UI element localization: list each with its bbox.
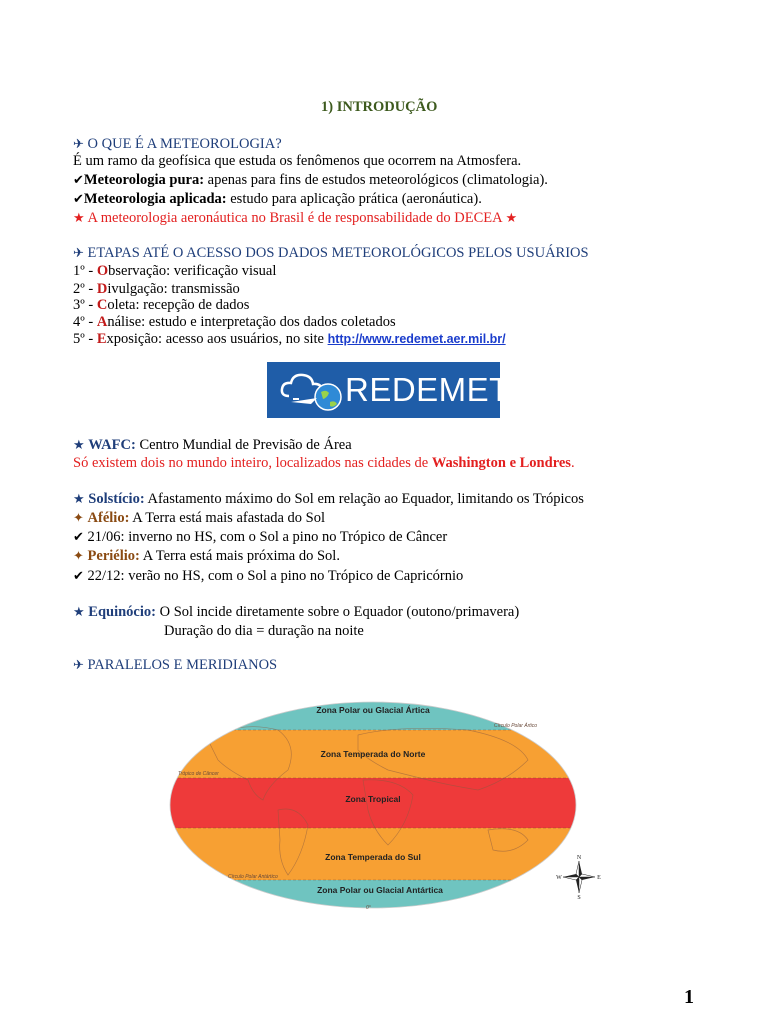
equinox-text: O Sol incide diretamente sobre o Equador (outono/primavera) [155, 604, 520, 620]
heading-text: PARALELOS E MERIDIANOS [87, 657, 278, 673]
airplane-icon: ✈ [73, 246, 84, 261]
aphelion-item [73, 509, 325, 528]
checkmark-icon: ✔ [73, 569, 84, 584]
star-icon: ★ [73, 438, 85, 453]
december-text: 22/12: verão no HS, com o Sol a pino no Trópico de Capricórnio [83, 568, 464, 584]
applied-text: estudo para aplicação prática (aeronáutica). [226, 191, 482, 207]
airplane-icon: ✈ [73, 658, 84, 673]
wafc-note: Só existem dois no mundo inteiro, localizados nas cidades de Washington e Londres. [73, 455, 575, 471]
pure-label: Meteorologia pura: [83, 172, 205, 188]
applied-label: Meteorologia aplicada: [83, 191, 227, 207]
logo-text: REDEMET [345, 371, 510, 408]
perihelion-label: Periélio: [87, 548, 140, 564]
section-heading-parallels [73, 656, 277, 675]
compass-rose-icon [556, 854, 602, 900]
pure-text: apenas para fins de estudos meteorológicos (climatologia). [204, 172, 548, 188]
star-icon: ★ [73, 211, 85, 226]
four-point-star-icon: ✦ [73, 511, 84, 526]
decea-note [73, 209, 517, 228]
climate-zones-map [168, 700, 581, 910]
redemet-logo [267, 362, 510, 418]
star-icon: ★ [73, 492, 85, 507]
solstice-text: Afastamento máximo do Sol em relação ao Equador, limitando os Trópicos [144, 491, 584, 507]
zone-label-polar-north: Zona Polar ou Glacial Ártica [316, 705, 430, 715]
zone-label-temperate-south: Zona Temperada do Sul [325, 852, 421, 862]
wafc-label: WAFC: [88, 437, 136, 453]
solstice-label: Solstício: [88, 491, 145, 507]
pure-meteorology-item [73, 171, 548, 190]
june-text: 21/06: inverno no HS, com o Sol a pino no Trópico de Câncer [83, 529, 448, 545]
heading-text: ETAPAS ATÉ O ACESSO DOS DADOS METEOROLÓGICOS PELOS USUÁRIOS [87, 245, 589, 261]
wafc-text: Centro Mundial de Previsão de Área [135, 437, 352, 453]
perihelion-text: A Terra está mais próxima do Sol. [139, 548, 340, 564]
aphelion-text: A Terra está mais afastada do Sol [129, 510, 326, 526]
aphelion-label: Afélio: [87, 510, 130, 526]
page-number: 1 [684, 986, 694, 1008]
equinox-label: Equinócio: [88, 604, 156, 620]
step-item: 2º - Divulgação: transmissão [73, 281, 240, 297]
star-icon: ★ [73, 605, 85, 620]
step-item: 4º - Análise: estudo e interpretação dos dados coletados [73, 314, 396, 330]
star-icon: ★ [505, 211, 518, 226]
zone-label-polar-south: Zona Polar ou Glacial Antártica [317, 885, 443, 895]
definition-text: É um ramo da geofísica que estuda os fenômenos que ocorrem na Atmosfera. [73, 153, 522, 169]
checkmark-icon: ✔ [73, 530, 84, 545]
wafc-cities: Washington e Londres [431, 455, 571, 471]
step-item: 1º - Observação: verificação visual [73, 263, 277, 279]
wafc-item [73, 436, 352, 455]
date-december-item [73, 567, 463, 586]
antarctic-circle-label: Círculo Polar Antártico [228, 874, 278, 880]
meridian-zero-label: 0° [366, 905, 371, 910]
step-item: 5º - Exposição: acesso aos usuários, no site http://www.redemet.aer.mil.br/ [73, 331, 506, 347]
section-heading-steps [73, 244, 589, 263]
cancer-tropic-label: Trópico de Câncer [178, 771, 219, 777]
equinox-item [73, 603, 519, 622]
step-item: 3º - Coleta: recepção de dados [73, 297, 250, 313]
redemet-link[interactable]: http://www.redemet.aer.mil.br/ [327, 332, 506, 346]
zone-label-tropical: Zona Tropical [345, 794, 401, 804]
four-point-star-icon: ✦ [73, 549, 84, 564]
zone-label-temperate-north: Zona Temperada do Norte [320, 749, 426, 759]
airplane-icon: ✈ [73, 137, 84, 152]
compass-w: W [556, 875, 562, 881]
applied-meteorology-item [73, 190, 482, 209]
solstice-item [73, 490, 584, 509]
date-june-item [73, 528, 447, 547]
compass-n: N [576, 855, 582, 861]
decea-text: A meteorologia aeronáutica no Brasil é de responsabilidade do DECEA [84, 210, 506, 226]
page-title: 1) INTRODUÇÃO [321, 99, 438, 115]
checkmark-icon: ✔ [73, 192, 84, 207]
arctic-circle-label: Círculo Polar Ártico [494, 723, 538, 729]
compass-e: E [597, 875, 601, 881]
compass-s: S [577, 895, 581, 900]
perihelion-item [73, 547, 340, 566]
checkmark-icon: ✔ [73, 173, 84, 188]
heading-text: O QUE É A METEOROLOGIA? [87, 136, 282, 152]
equinox-line2: Duração do dia = duração na noite [164, 623, 364, 639]
